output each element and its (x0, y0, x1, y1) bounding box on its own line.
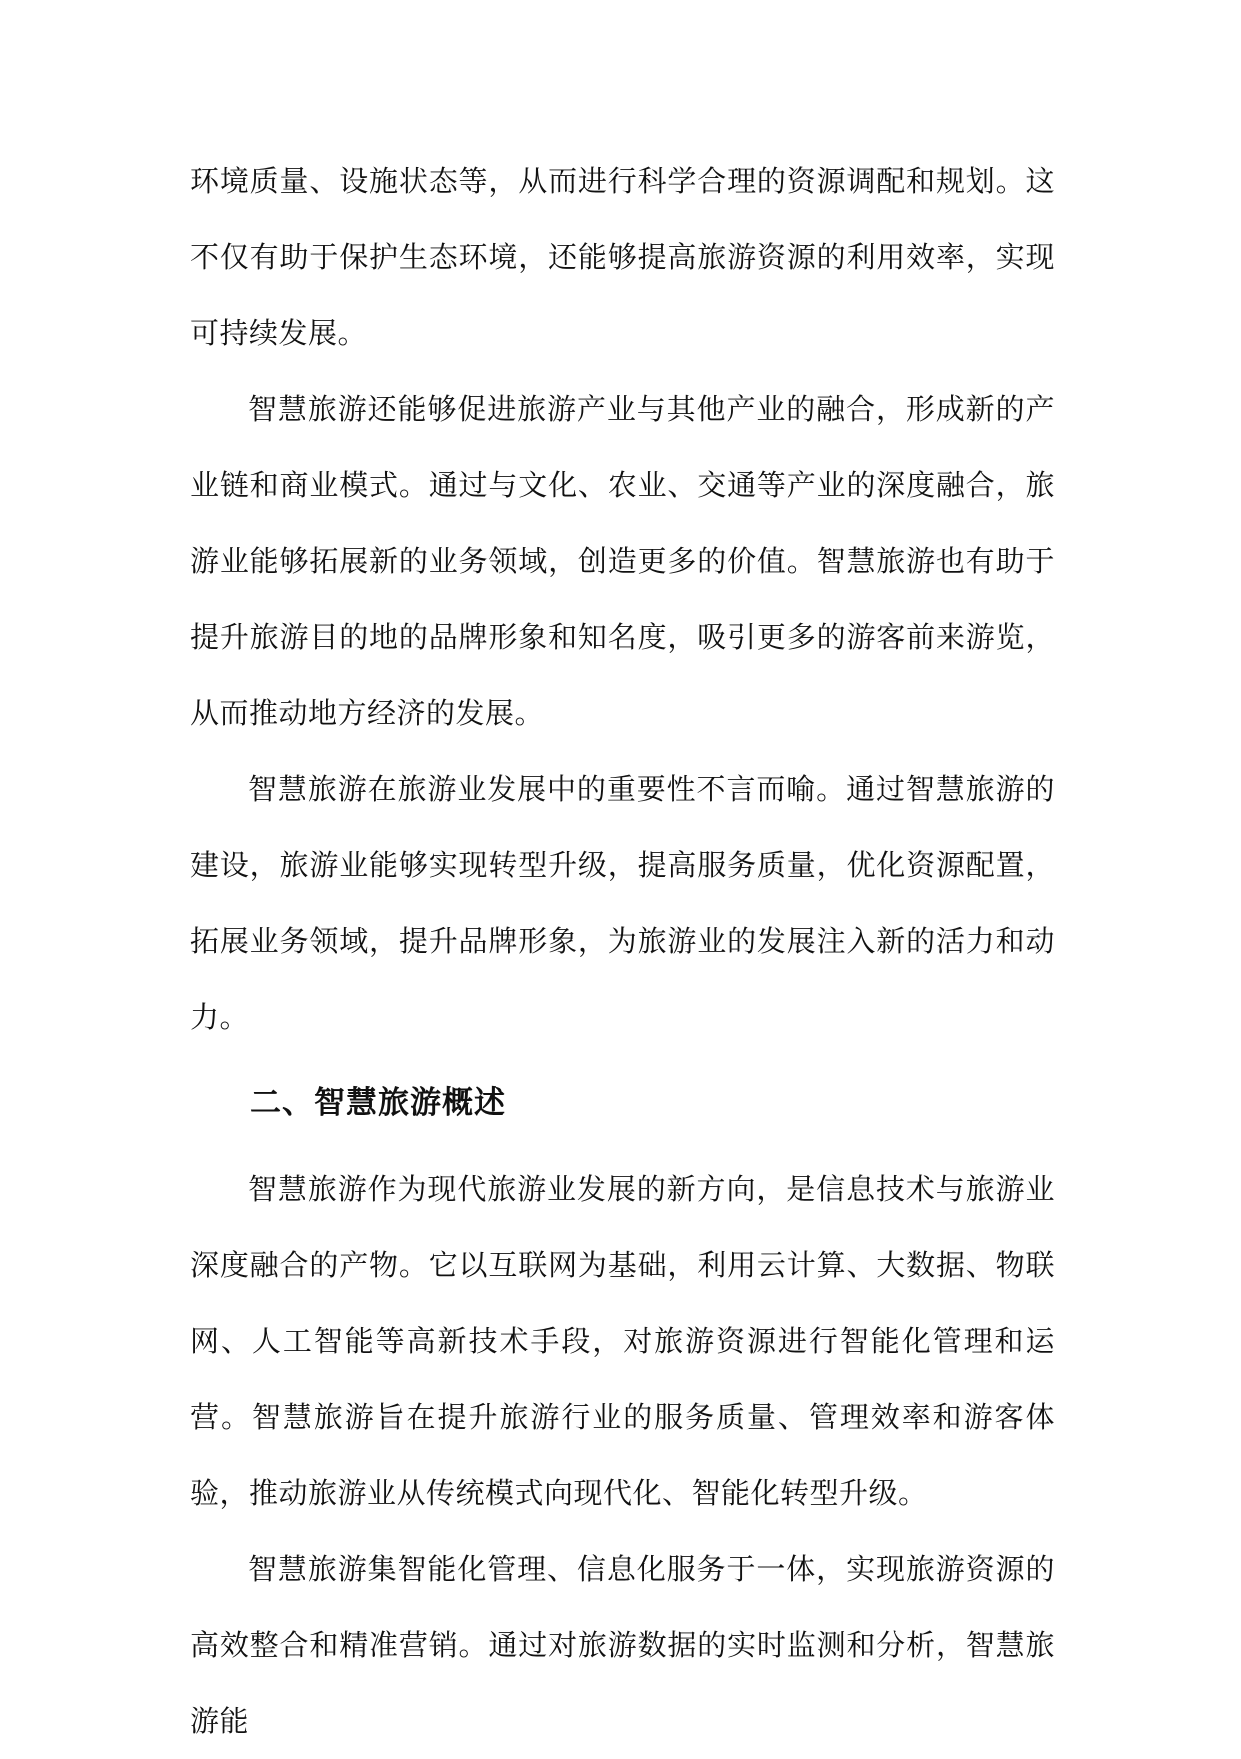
paragraph-continued: 环境质量、设施状态等，从而进行科学合理的资源调配和规划。这不仅有助于保护生态环境，还能够提高旅游资源的利用效率，实现可持续发展。 (190, 164, 1055, 350)
paragraph-overview: 智慧旅游作为现代旅游业发展的新方向，是信息技术与旅游业深度融合的产物。它以互联网为基础，利用云计算、大数据、物联网、人工智能等高新技术手段，对旅游资源进行智能化管理和运营。智慧旅游旨在提升旅游行业的服务质量、管理效率和游客体验，推动旅游业从传统模式向现代化、智能化转型升级。 (190, 1172, 1055, 1510)
paragraph-importance: 智慧旅游在旅游业发展中的重要性不言而喻。通过智慧旅游的建设，旅游业能够实现转型升级，提高服务质量，优化资源配置，拓展业务领域，提升品牌形象，为旅游业的发展注入新的活力和动力。 (190, 772, 1055, 1034)
paragraph-industry-fusion: 智慧旅游还能够促进旅游产业与其他产业的融合，形成新的产业链和商业模式。通过与文化、农业、交通等产业的深度融合，旅游业能够拓展新的业务领域，创造更多的价值。智慧旅游也有助于提升旅游目的地的品牌形象和知名度，吸引更多的游客前来游览，从而推动地方经济的发展。 (190, 392, 1055, 730)
section-heading: 二、智慧旅游概述 (250, 1085, 506, 1121)
document-body (190, 143, 1055, 1759)
paragraph-integration: 智慧旅游集智能化管理、信息化服务于一体，实现旅游资源的高效整合和精准营销。通过对旅游数据的实时监测和分析，智慧旅游能 (190, 1552, 1055, 1738)
